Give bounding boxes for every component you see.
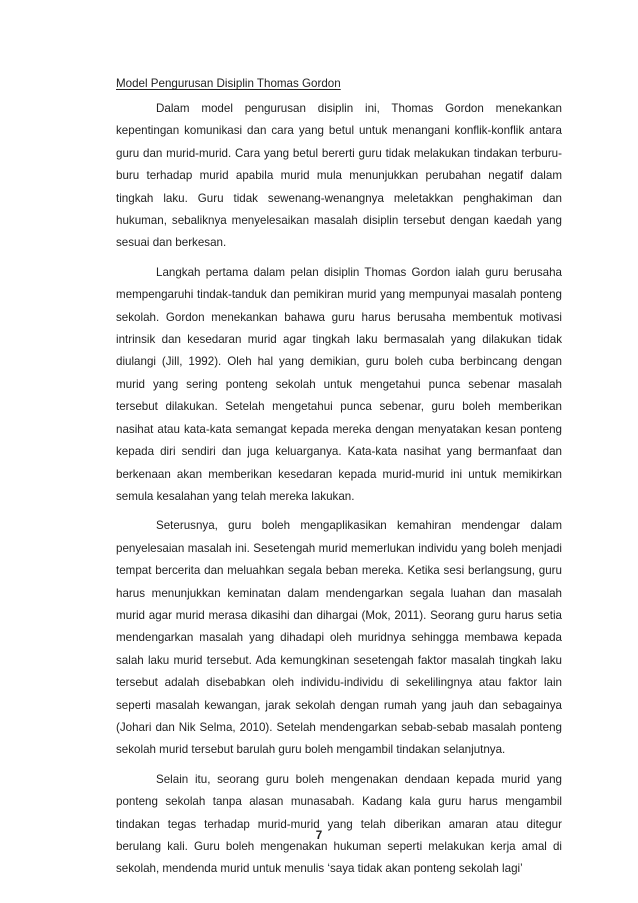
page-number: 7 (315, 829, 323, 842)
paragraph-3: Seterusnya, guru boleh mengaplikasikan kemahiran mendengar dalam penyelesaian masalah ini. Sesetengah murid memerlukan individu yang boleh menjadi tempat bercerita dan meluahkan segala beban mereka. Ketika sesi berlangsung, guru harus menunjukkan keminatan dalam mendengarkan segala luahan dan masalah murid agar murid merasa dikasihi dan dihargai (Mok, 2011). Seorang guru harus setia mendengarkan masalah yang dihadapi oleh muridnya sehingga membawa kepada salah laku murid tersebut. Ada kemungkinan sesetengah faktor masalah tingkah laku tersebut adalah disebabkan oleh individu-individu di sekelilingnya atau faktor lain seperti masalah kewangan, jarak sekolah dengan rumah yang jauh dan sebagainya (Johari dan Nik Selma, 2010). Setelah mendengarkan sebab-sebab masalah ponteng sekolah murid tersebut barulah guru boleh mengambil tindakan selanjutnya. (116, 519, 562, 757)
paragraph-4: Selain itu, seorang guru boleh mengenakan dendaan kepada murid yang ponteng sekolah tanpa alasan munasabah. Kadang kala guru harus mengambil tindakan tegas terhadap murid-murid yang telah diberikan amaran atau ditegur berulang kali. Guru boleh mengenakan hukuman seperti melakukan kerja amal di sekolah, mendenda murid untuk menulis ‘saya tidak akan ponteng sekolah lagi’ (116, 772, 562, 876)
paragraph-1: Dalam model pengurusan disiplin ini, Thomas Gordon menekankan kepentingan komunikasi dan cara yang betul untuk menangani konflik-konflik antara guru dan murid-murid. Cara yang betul bererti guru tidak melakukan tindakan terburu-buru terhadap murid apabila murid mula menunjukkan perubahan negatif dalam tingkah laku. Guru tidak sewenang-wenangnya meletakkan penghakiman dan hukuman, sebaliknya menyelesaikan masalah disiplin tersebut dengan kaedah yang sesuai dan berkesan. (116, 102, 562, 250)
section-heading: Model Pengurusan Disiplin Thomas Gordon (116, 77, 341, 90)
paragraph-2: Langkah pertama dalam pelan disiplin Thomas Gordon ialah guru berusaha mempengaruhi tindak-tanduk dan pemikiran murid yang mempunyai masalah ponteng sekolah. Gordon menekankan bahawa guru harus berusaha membentuk motivasi intrinsik dan kesedaran murid agar tingkah laku bermasalah yang dilakukan tidak diulangi (Jill, 1992). Oleh hal yang demikian, guru boleh cuba berbincang dengan murid yang sering ponteng sekolah untuk mengetahui punca sebenar masalah tersebut dilakukan. Setelah mengetahui punca sebenar, guru boleh memberikan nasihat atau kata-kata semangat kepada mereka dengan menyatakan kesan ponteng kepada diri sendiri dan juga keluarganya. Kata-kata nasihat yang bermanfaat dan berkenaan akan memberikan kesedaran kepada murid-murid ini untuk memikirkan semula kesalahan yang telah mereka lakukan. (116, 265, 562, 503)
document-page (116, 76, 562, 888)
